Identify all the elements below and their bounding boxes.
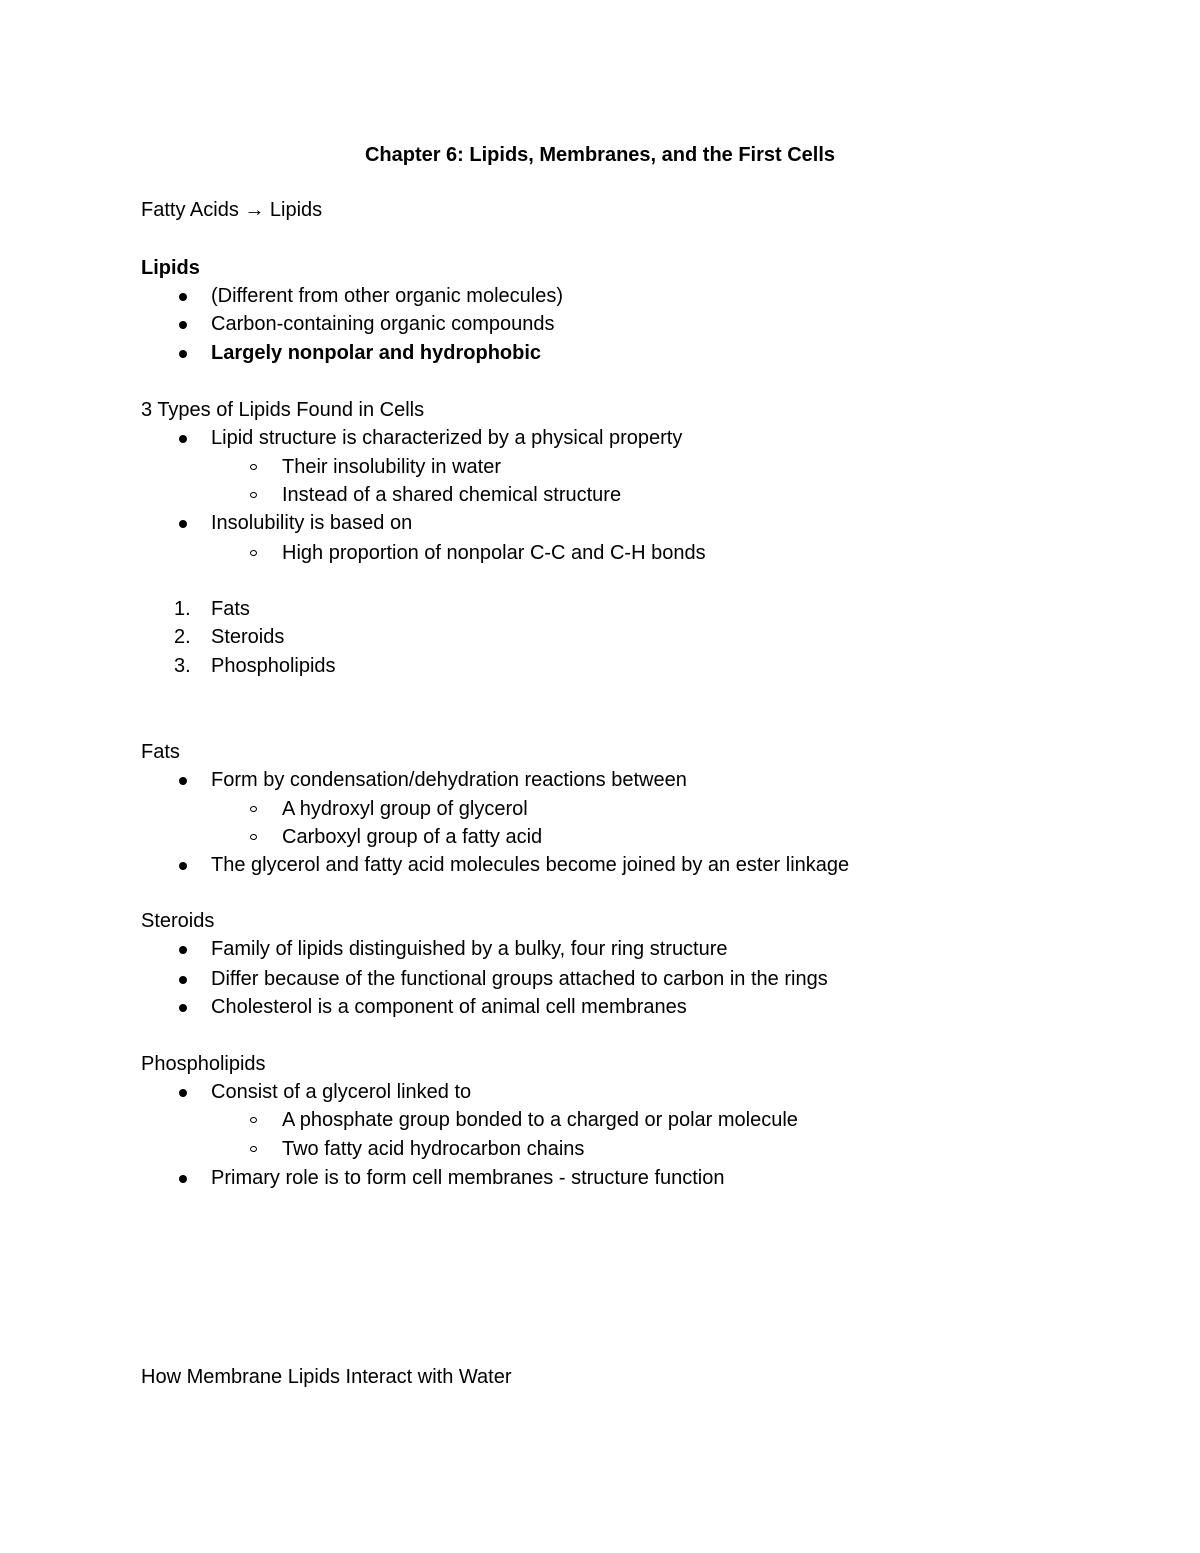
section-heading-fats: Fats — [141, 741, 180, 763]
bullet-icon — [179, 293, 187, 301]
list-subitem: High proportion of nonpolar C-C and C-H bonds — [282, 542, 706, 564]
section-heading-phospholipids: Phospholipids — [141, 1053, 266, 1075]
circle-bullet-icon — [250, 1117, 257, 1123]
subtitle: Fatty Acids → Lipids — [141, 199, 323, 221]
circle-bullet-icon — [250, 492, 257, 498]
list-item: Consist of a glycerol linked to — [211, 1081, 472, 1103]
bullet-icon — [179, 1175, 187, 1183]
section-heading-steroids: Steroids — [141, 910, 215, 932]
bullet-icon — [179, 1089, 187, 1097]
page-title: Chapter 6: Lipids, Membranes, and the First Cells — [364, 144, 836, 166]
list-item: Lipid structure is characterized by a physical property — [211, 427, 683, 449]
section-heading-membrane-water: How Membrane Lipids Interact with Water — [141, 1366, 512, 1388]
list-number: 2. — [174, 626, 191, 648]
list-item: Differ because of the functional groups attached to carbon in the rings — [211, 968, 828, 990]
list-item: Primary role is to form cell membranes - structure function — [211, 1167, 725, 1189]
bullet-icon — [179, 520, 187, 528]
circle-bullet-icon — [250, 550, 257, 556]
circle-bullet-icon — [250, 1146, 257, 1152]
bullet-icon — [179, 435, 187, 443]
list-item: Cholesterol is a component of animal cell membranes — [211, 996, 687, 1018]
bullet-icon — [179, 976, 187, 984]
list-item: The glycerol and fatty acid molecules become joined by an ester linkage — [211, 854, 850, 876]
list-subitem: A hydroxyl group of glycerol — [282, 798, 528, 820]
list-number: 3. — [174, 655, 191, 677]
bullet-icon — [179, 1004, 187, 1012]
numbered-item: Steroids — [211, 626, 285, 648]
list-item: Carbon-containing organic compounds — [211, 313, 555, 335]
circle-bullet-icon — [250, 464, 257, 470]
list-subitem: Carboxyl group of a fatty acid — [282, 826, 543, 848]
list-item: (Different from other organic molecules) — [211, 285, 563, 307]
list-subitem: Instead of a shared chemical structure — [282, 484, 622, 506]
list-item: Family of lipids distinguished by a bulky, four ring structure — [211, 938, 728, 960]
numbered-item: Phospholipids — [211, 655, 336, 677]
list-item: Form by condensation/dehydration reactions between — [211, 769, 687, 791]
list-number: 1. — [174, 598, 191, 620]
section-heading-lipids: Lipids — [141, 257, 200, 279]
bullet-icon — [179, 946, 187, 954]
numbered-item: Fats — [211, 598, 250, 620]
bullet-icon — [179, 321, 187, 329]
circle-bullet-icon — [250, 834, 257, 840]
list-subitem: Two fatty acid hydrocarbon chains — [282, 1138, 585, 1160]
bullet-icon — [179, 777, 187, 785]
circle-bullet-icon — [250, 806, 257, 812]
list-subitem: A phosphate group bonded to a charged or polar molecule — [282, 1109, 798, 1131]
bullet-icon — [179, 350, 187, 358]
list-item: Insolubility is based on — [211, 512, 413, 534]
section-heading-types: 3 Types of Lipids Found in Cells — [141, 399, 425, 421]
list-subitem: Their insolubility in water — [282, 456, 501, 478]
list-item: Largely nonpolar and hydrophobic — [211, 342, 542, 364]
bullet-icon — [179, 862, 187, 870]
